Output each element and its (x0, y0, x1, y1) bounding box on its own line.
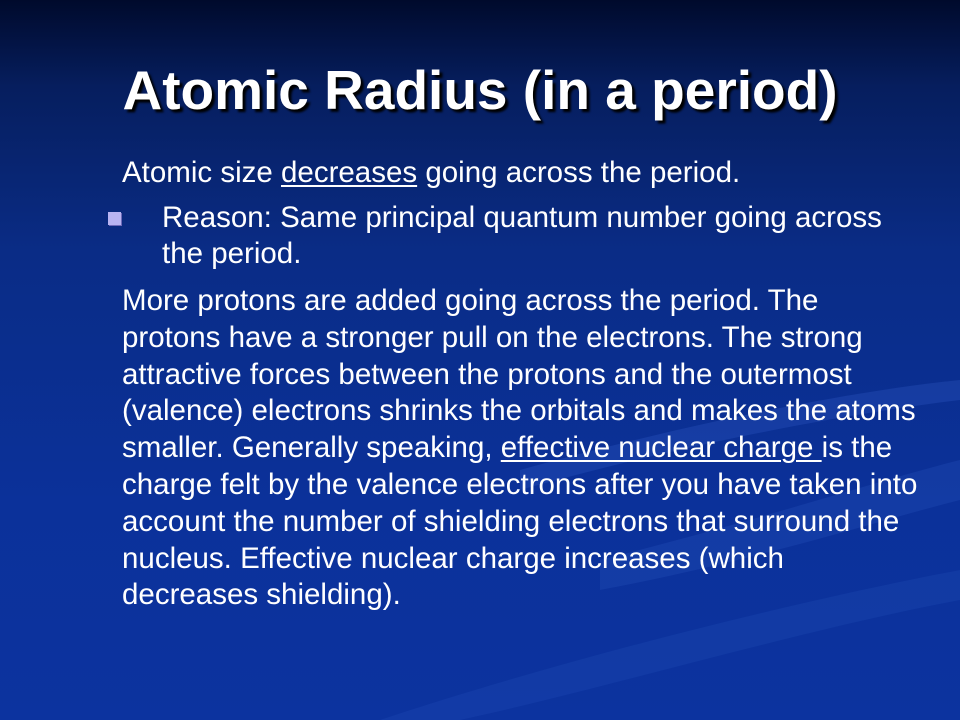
intro-text-before: Atomic size (122, 156, 282, 189)
slide-title: Atomic Radius (in a period) (122, 59, 838, 121)
intro-underlined-word: decreases (281, 156, 418, 189)
paragraph-underlined-term: effective nuclear charge (500, 431, 822, 465)
bullet-text: Reason: Same principal quantum number going across the period. (162, 201, 882, 270)
intro-line (122, 155, 740, 191)
paragraph-text-before: More protons are added going across the period. The protons have a stronger pull on the electrons. The strong attractive forces between the protons and the outermost (valence) electrons shrinks the orbitals and makes the atoms smaller. Generally speaking, (122, 284, 916, 465)
paragraph-text-after: is the charge felt by the valence electrons after you have taken into account the number of shielding electrons that surround the nucleus. Effective nuclear charge increases (which decreases shielding). (122, 431, 918, 612)
square-bullet-icon (108, 212, 121, 225)
explanation-paragraph (122, 283, 922, 614)
intro-text-after: going across the period. (417, 156, 741, 189)
